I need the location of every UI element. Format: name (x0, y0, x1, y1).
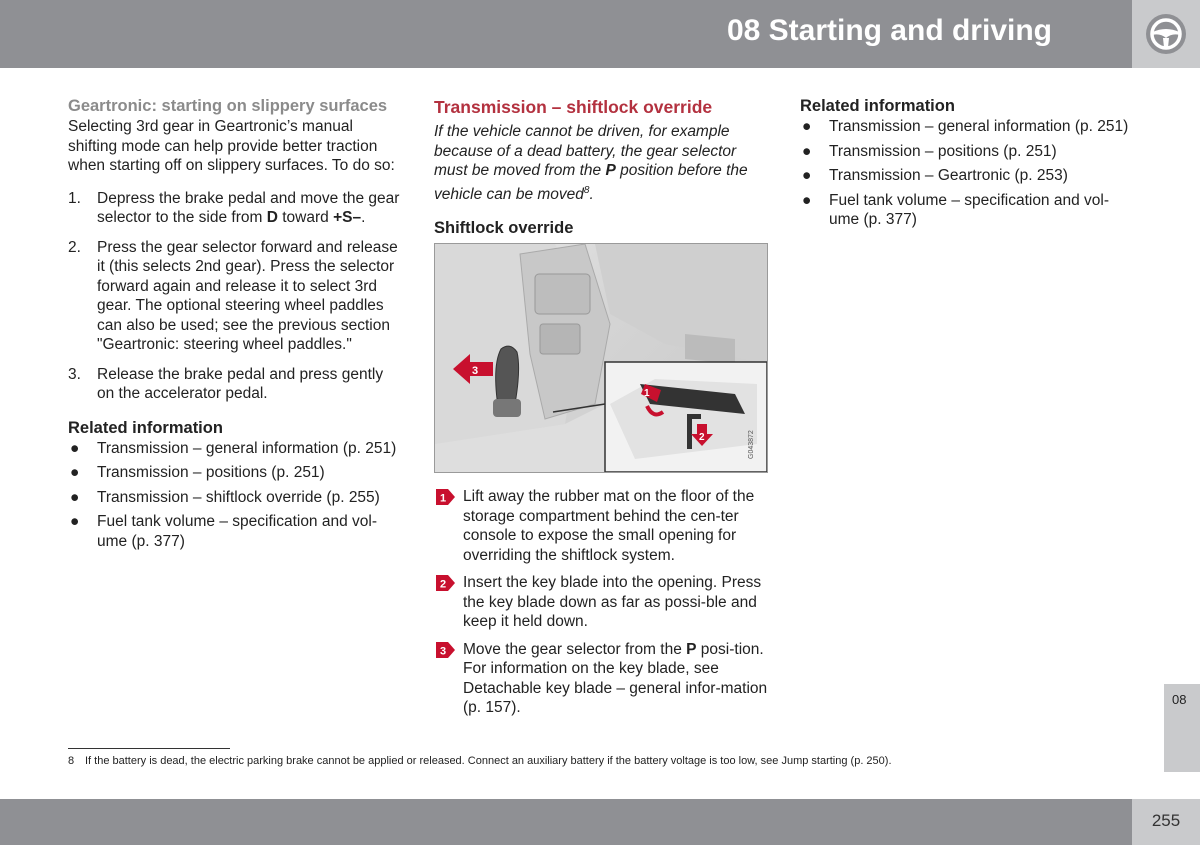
list-item[interactable] (800, 117, 1130, 137)
gear-label: D (266, 209, 278, 226)
illus-label-2: 2 (699, 432, 705, 444)
page-footer (0, 799, 1132, 845)
related-link[interactable]: Transmission – positions (p. 251) (97, 464, 325, 481)
related-list (800, 117, 1130, 230)
side-tab-label: 08 (1172, 692, 1187, 707)
subheading-shiftlock: Shiftlock override (434, 219, 574, 238)
callout-number: 2 (440, 578, 447, 591)
callout-text: Lift away the rubber mat on the floor of the storage compartment behind the cen-ter console to expose the small opening for overriding the shiftlock system. (463, 488, 755, 564)
page-number: 255 (1151, 811, 1181, 830)
intro-text: . (589, 185, 594, 203)
callout-marker-2 (434, 575, 455, 597)
callout-text: Insert the key blade into the opening. Press the key blade down as far as possi-ble and keep it held down. (463, 574, 762, 631)
related-link[interactable]: Transmission – general information (p. 251) (97, 439, 397, 457)
bullet: ● (802, 191, 812, 209)
illus-label-1: 1 (644, 388, 650, 400)
list-item (68, 238, 400, 355)
figure-code: G043872 (748, 430, 755, 460)
related-heading: Related information (68, 418, 223, 437)
step-text: . (361, 209, 366, 226)
step-text: toward (277, 209, 334, 226)
chapter-side-tab[interactable] (1164, 684, 1200, 772)
page-header (0, 0, 1132, 68)
step-number: 1. (68, 189, 81, 207)
bullet: ● (802, 118, 812, 135)
step-list (68, 189, 400, 404)
related-link[interactable]: Fuel tank volume – specification and vol-ume (p. 377) (829, 191, 1110, 228)
related-link[interactable]: Transmission – shiftlock override (p. 255) (97, 488, 380, 506)
bullet: ● (70, 439, 80, 457)
callout-item (434, 487, 770, 565)
gear-label: P (605, 162, 616, 179)
list-item[interactable] (68, 512, 400, 551)
related-link[interactable]: Transmission – positions (p. 251) (829, 142, 1057, 160)
callout-marker-3 (434, 642, 455, 664)
step-text: Depress the brake pedal and move the gear selector to the side from (97, 189, 400, 226)
callout-number: 3 (440, 645, 447, 658)
footnote-text: If the battery is dead, the electric parking brake cannot be applied or released. Connect an auxiliary battery if the battery voltage is too low, see Jump starting (p. 250). (85, 755, 892, 767)
intro-paragraph: Selecting 3rd gear in Geartronic’s manual shifting mode can help provide better traction when starting off on slippery surfaces. To do so: (68, 118, 395, 174)
shiftlock-intro (434, 122, 770, 204)
footnote-divider (68, 748, 230, 749)
bullet: ● (802, 167, 812, 184)
step-text: Release the brake pedal and press gently on the accelerator pedal. (97, 365, 384, 402)
column-middle (434, 96, 770, 726)
callout-text: Move the gear selector from the (463, 640, 687, 658)
column-left (68, 96, 400, 556)
list-item[interactable] (68, 488, 400, 508)
intro-text: If the vehicle cannot be driven, for example because of a dead battery, the gear selector must be moved from the (434, 123, 737, 179)
column-right (800, 96, 1130, 235)
step-text: Press the gear selector forward and release it (this selects 2nd gear). Press the selector forward again and release it to select 3rd gear. The optional steering wheel paddles can also be used; see the previous section "Geartronic: steering wheel paddles." (97, 238, 398, 353)
list-item[interactable] (68, 463, 400, 483)
footnote-number: 8 (68, 755, 75, 767)
callout-marker-1 (434, 489, 455, 511)
footnote-ref[interactable]: 8 (583, 184, 590, 196)
bullet: ● (70, 464, 80, 481)
list-item[interactable] (68, 439, 400, 459)
related-link[interactable]: Fuel tank volume – specification and vol-ume (p. 377) (97, 513, 378, 550)
list-item[interactable] (800, 191, 1130, 230)
list-item (68, 189, 400, 228)
related-heading: Related information (800, 97, 955, 115)
bullet: ● (802, 142, 812, 160)
list-item[interactable] (800, 166, 1130, 186)
callout-text: posi-tion. For information on the key blade, see Detachable key blade – general infor-mation (p. 157). (463, 640, 768, 717)
console-drawing (435, 244, 768, 473)
gear-label: +S– (333, 209, 362, 226)
callout-number: 1 (440, 492, 447, 505)
callout-item (434, 640, 770, 718)
related-link[interactable]: Transmission – Geartronic (p. 253) (829, 167, 1068, 184)
related-info-left (68, 418, 400, 552)
intro-text: position before the vehicle can be moved (434, 162, 748, 203)
related-list (68, 439, 400, 552)
page-number-box (1132, 799, 1200, 845)
step-number: 3. (68, 365, 81, 383)
list-item[interactable] (800, 142, 1130, 162)
chapter-icon-box (1132, 0, 1200, 68)
step-number: 2. (68, 238, 81, 256)
gear-label: P (686, 640, 697, 658)
section-heading-shiftlock: Transmission – shiftlock override (434, 97, 713, 117)
illus-label-3: 3 (472, 365, 479, 378)
callout-list (434, 487, 770, 718)
bullet: ● (70, 513, 80, 530)
chapter-title: 08 Starting and driving (726, 14, 1052, 47)
steering-wheel-icon (1144, 12, 1188, 56)
list-item (68, 365, 400, 404)
shiftlock-illustration (434, 243, 768, 473)
callout-item (434, 573, 770, 632)
section-heading-slippery: Geartronic: starting on slippery surfaces (68, 97, 388, 115)
footnote (68, 755, 892, 767)
related-link[interactable]: Transmission – general information (p. 251) (829, 118, 1129, 135)
bullet: ● (70, 488, 80, 506)
